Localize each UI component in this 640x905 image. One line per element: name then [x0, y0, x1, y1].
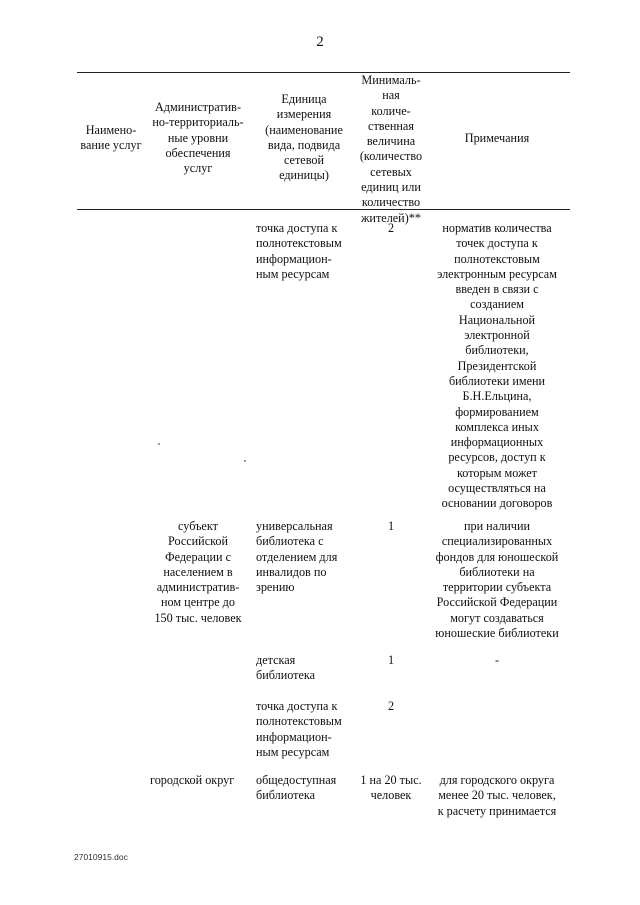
row5-note: для городского округа менее 20 тыс. человек, к расчету принимается [437, 773, 557, 818]
header-service-name: Наимено- вание услуг [80, 123, 142, 153]
scan-speck [158, 443, 160, 445]
page-number: 2 [316, 34, 324, 50]
row3-min: 1 [387, 653, 395, 667]
row2-min: 1 [387, 519, 395, 533]
row5-unit: общедоступная библиотека [256, 773, 337, 803]
scan-speck [244, 460, 246, 462]
row4-min: 2 [387, 699, 395, 713]
row2-note: при наличии специализированных фондов для юношеской библиотеки на территории субъекта Российской Федерации могут создаваться юношеские библиотеки [435, 519, 559, 641]
table-top-rule [77, 72, 570, 73]
row1-unit: точка доступа к полнотекстовым информацион- ным ресурсам [256, 221, 342, 281]
row1-min: 2 [387, 221, 395, 235]
row4-unit: точка доступа к полнотекстовым информацион- ным ресурсам [256, 699, 342, 759]
row1-note: норматив количества точек доступа к полнотекстовым электронным ресурсам введен в связи с созданием Национальной электронной библиотеки, Президентской библиотеки имени Б.Н.Ельцина, формированием комплекса иных информационных ресурсов, доступ к которым может осуществляться на основании договоров [437, 221, 557, 511]
header-unit: Единица измерения (наименование вида, подвида сетевой единицы) [265, 92, 343, 183]
row2-level: субъект Российской Федерации с населением в административ- ном центре до 150 тыс. человек [154, 519, 242, 625]
row2-unit: универсальная библиотека с отделением для инвалидов по зрению [256, 519, 338, 595]
row3-unit: детская библиотека [256, 653, 316, 683]
header-min-quantity: Минималь- ная количе- ственная величина (количество сетевых единиц или количество жителей)** [359, 73, 423, 225]
file-name-footer: 27010915.doc [74, 852, 128, 862]
row5-min: 1 на 20 тыс. человек [360, 773, 422, 803]
row5-level: городской округ [150, 773, 235, 787]
header-notes: Примечания [464, 131, 530, 145]
row3-note: - [494, 653, 500, 667]
header-admin-level: Административ- но-территориаль- ные уровни обеспечения услуг [152, 100, 244, 176]
header-bottom-rule [77, 209, 570, 210]
